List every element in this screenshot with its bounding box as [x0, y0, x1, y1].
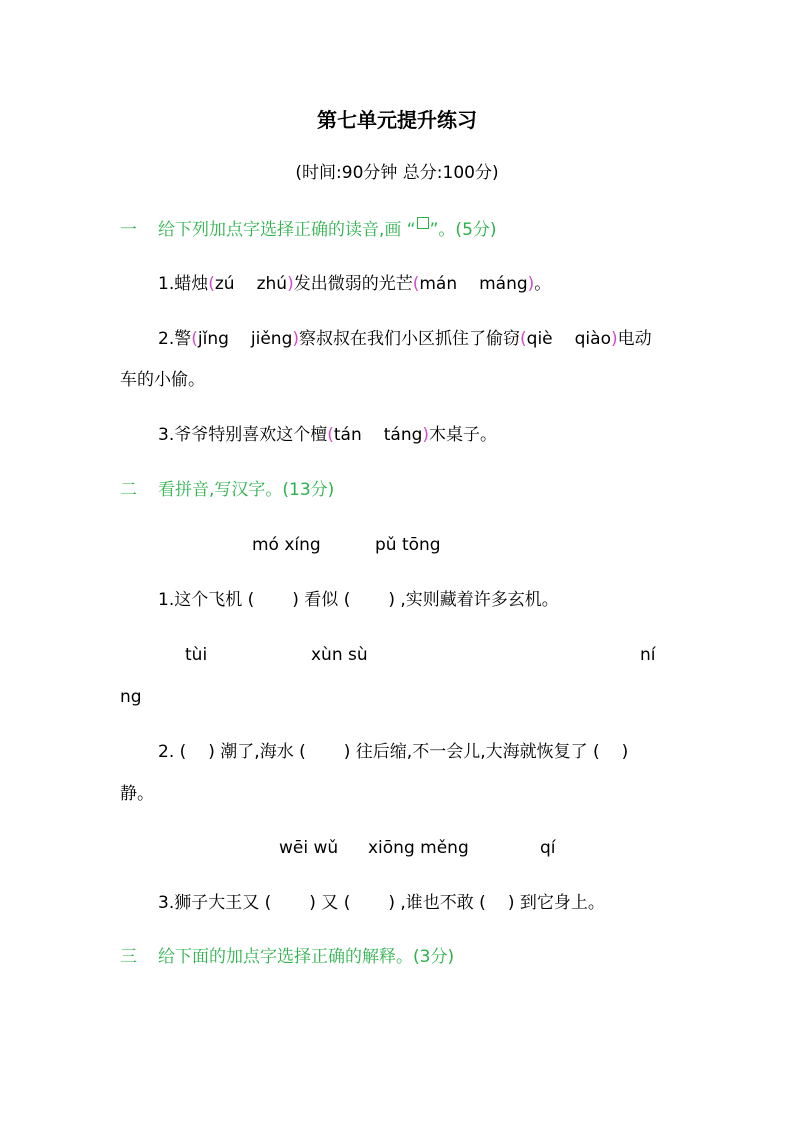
section-2-heading — [120, 479, 334, 501]
question-2-2 — [158, 741, 628, 763]
question-text: ) ,谁也不敢 ( — [388, 893, 486, 913]
question-2-3 — [158, 892, 605, 914]
pinyin-prompt: wēi wǔ — [279, 838, 339, 858]
paren: ( — [208, 274, 215, 294]
question-text: 1.这个飞机 ( — [158, 590, 255, 610]
question-2-1 — [158, 589, 559, 611]
pinyin-option: mán — [419, 274, 458, 294]
paren: ) — [610, 329, 618, 349]
question-text: ) 往后缩,不一会儿,大海就恢复了 ( — [343, 742, 600, 762]
pinyin-option: qiào — [574, 329, 611, 349]
question-1-3 — [158, 424, 497, 446]
question-text: ) 又 ( — [309, 893, 351, 913]
pinyin-option: máng — [479, 274, 528, 294]
pinyin-prompt: ní — [640, 645, 656, 665]
question-1-1 — [158, 273, 551, 295]
question-text: 。 — [534, 274, 552, 294]
question-text: ) — [621, 742, 629, 762]
question-text: 1.蜡烛 — [158, 274, 209, 294]
paren: ( — [191, 329, 198, 349]
section-number: 一 — [120, 220, 137, 240]
question-text: 3.狮子大王又 ( — [158, 893, 272, 913]
question-text: ) ,实则藏着许多玄机。 — [388, 590, 559, 610]
section-text: 看拼音,写汉字。(13分) — [158, 480, 335, 500]
section-3-heading — [120, 946, 454, 968]
paren: ) — [287, 274, 294, 294]
section-1-heading — [120, 217, 497, 241]
pinyin-option: zhú — [256, 274, 288, 294]
question-text: 3.爷爷特别喜欢这个檀 — [158, 425, 328, 445]
pinyin-prompt: xiōng měng — [368, 838, 469, 858]
pinyin-option: jiěng — [250, 329, 293, 349]
question-2-2-continued: 静。 — [120, 784, 154, 804]
pinyin-option: tán — [333, 425, 362, 445]
pinyin-prompt: ng — [120, 687, 142, 707]
question-text: ) 潮了,海水 ( — [208, 742, 306, 762]
paren: ( — [520, 329, 527, 349]
pinyin-option: táng — [383, 425, 423, 445]
question-text: 电动 — [617, 329, 652, 349]
question-text: 2. ( — [158, 742, 187, 762]
checkbox-symbol-icon — [417, 217, 429, 229]
paren: ) — [527, 274, 535, 294]
pinyin-prompt: qí — [540, 838, 556, 858]
pinyin-prompt: pǔ tōng — [375, 535, 441, 555]
pinyin-option: qiè — [526, 329, 553, 349]
paren: ) — [292, 329, 300, 349]
question-text: 木桌子。 — [429, 425, 498, 445]
pinyin-option: jǐng — [197, 329, 229, 349]
section-text: 给下面的加点字选择正确的解释。(3分) — [158, 947, 455, 967]
exam-info: (时间:90分钟 总分:100分) — [295, 163, 499, 183]
pinyin-prompt: xùn sù — [311, 645, 368, 665]
pinyin-option: zú — [214, 274, 235, 294]
question-text: 发出微弱的光芒 — [293, 274, 413, 294]
question-1-2-continued: 车的小偷。 — [120, 370, 205, 390]
paren: ) — [422, 425, 430, 445]
section-text: 给下列加点字选择正确的读音,画 “ — [158, 220, 416, 240]
paren: ( — [327, 425, 334, 445]
question-1-2 — [158, 328, 652, 350]
section-number: 三 — [120, 947, 137, 967]
question-text: 察叔叔在我们小区抓住了偷窃 — [299, 329, 521, 349]
pinyin-prompt: mó xíng — [252, 535, 321, 555]
question-text: ) 到它身上。 — [507, 893, 605, 913]
section-text-end: ”。(5分) — [429, 220, 497, 240]
pinyin-prompt: tùi — [185, 645, 208, 665]
paren: ( — [412, 274, 420, 294]
question-text: ) 看似 ( — [292, 590, 351, 610]
section-number: 二 — [120, 480, 137, 500]
question-text: 2.警 — [158, 329, 192, 349]
page-title: 第七单元提升练习 — [317, 108, 477, 132]
